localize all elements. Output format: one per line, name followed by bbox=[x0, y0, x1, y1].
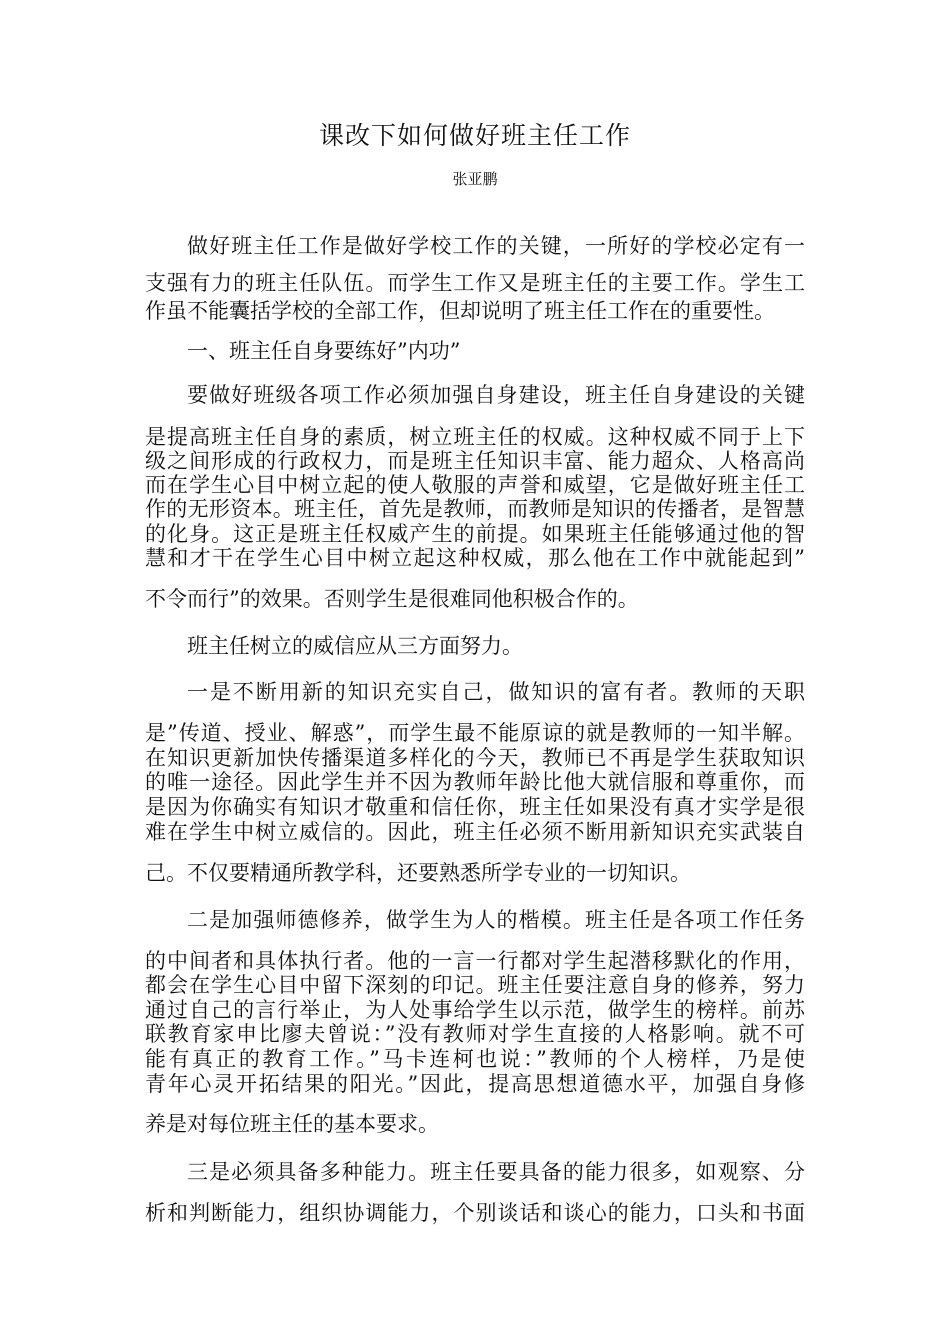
body-line: 能有真正的教育工作。”马卡连柯也说：”教师的个人榜样，乃是使 bbox=[145, 1047, 805, 1071]
body-line: 而在学生心目中树立起的使人敬服的声誉和威望，它是做好班主任工 bbox=[145, 473, 805, 497]
body-line: 的化身。这正是班主任权威产生的前提。如果班主任能够通过他的智 bbox=[145, 522, 805, 546]
body-line: 做好班主任工作是做好学校工作的关键，一所好的学校必定有一 bbox=[187, 234, 805, 258]
body-line: 的中间者和具体执行者。他的一言一行都对学生起潜移默化的作用， bbox=[145, 949, 805, 973]
body-line: 在知识更新加快传播渠道多样化的今天，教师已不再是学生获取知识 bbox=[145, 746, 805, 770]
body-line: 的唯一途径。因此学生并不因为教师年龄比他大就信服和尊重你，而 bbox=[145, 770, 805, 794]
body-line: 不令而行”的效果。否则学生是很难同他积极合作的。 bbox=[145, 587, 639, 611]
body-line: 己。不仅要精通所教学科，还要熟悉所学专业的一切知识。 bbox=[145, 861, 691, 885]
document-author: 张亚鹏 bbox=[452, 170, 498, 188]
document-title: 课改下如何做好班主任工作 bbox=[318, 121, 631, 150]
body-line: 班主任树立的威信应从三方面努力。 bbox=[187, 634, 523, 658]
body-line: 要做好班级各项工作必须加强自身建设，班主任自身建设的关键 bbox=[187, 383, 805, 407]
body-line: 都会在学生心目中留下深刻的印记。班主任要注意自身的修养，努力 bbox=[145, 973, 805, 997]
body-line: 是”传道、授业、解惑”，而学生最不能原谅的就是教师的一知半解。 bbox=[145, 721, 805, 745]
body-line: 难在学生中树立威信的。因此，班主任必须不断用新知识充实武装自 bbox=[145, 820, 805, 844]
body-line: 支强有力的班主任队伍。而学生工作又是班主任的主要工作。学生工 bbox=[145, 271, 805, 295]
body-line: 养是对每位班主任的基本要求。 bbox=[145, 1112, 439, 1136]
body-line: 通过自己的言行举止，为人处事给学生以示范，做学生的榜样。前苏 bbox=[145, 998, 805, 1022]
body-line: 一是不断用新的知识充实自己，做知识的富有者。教师的天职 bbox=[187, 680, 805, 704]
body-line: 青年心灵开拓结果的阳光。”因此，提高思想道德水平，加强自身修 bbox=[145, 1072, 805, 1096]
body-line: 是提高班主任自身的素质，树立班主任的权威。这种权威不同于上下 bbox=[145, 425, 805, 449]
body-line: 级之间形成的行政权力，而是班主任知识丰富、能力超众、人格高尚 bbox=[145, 449, 805, 473]
body-line: 慧和才干在学生心目中树立起这种权威，那么他在工作中就能起到” bbox=[145, 546, 805, 570]
body-line: 析和判断能力，组织协调能力，个别谈话和谈心的能力，口头和书面 bbox=[145, 1201, 805, 1225]
section-heading: 一、班主任自身要练好”内功” bbox=[187, 339, 461, 363]
body-line: 作的无形资本。班主任，首先是教师，而教师是知识的传播者，是智慧 bbox=[145, 497, 805, 521]
body-line: 三是必须具备多种能力。班主任要具备的能力很多，如观察、分 bbox=[187, 1160, 805, 1184]
body-line: 联教育家申比廖夫曾说：”没有教师对学生直接的人格影响。就不可 bbox=[145, 1022, 805, 1046]
body-line: 二是加强师德修养，做学生为人的楷模。班主任是各项工作任务 bbox=[187, 908, 805, 932]
body-line: 作虽不能囊括学校的全部工作，但却说明了班主任工作在的重要性。 bbox=[145, 299, 775, 323]
body-line: 是因为你确实有知识才敬重和信任你，班主任如果没有真才实学是很 bbox=[145, 795, 805, 819]
